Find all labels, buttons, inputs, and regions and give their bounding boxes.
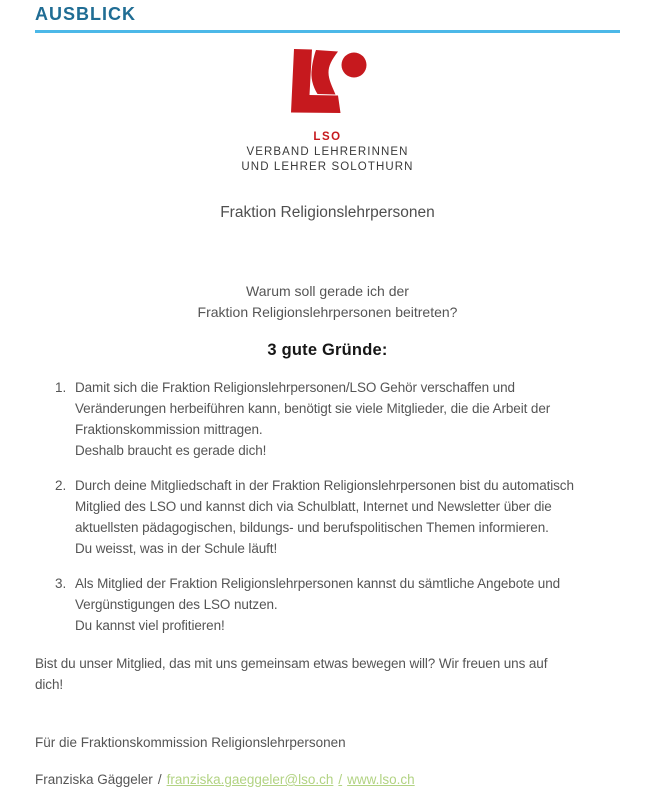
document-title: Fraktion Religionslehrpersonen	[220, 204, 435, 221]
reason-item-2	[35, 475, 620, 559]
reason-number: 3.	[55, 576, 67, 591]
reason-number: 2.	[55, 478, 67, 493]
signature-line	[35, 772, 620, 787]
logo-org-line1: VERBAND LEHRERINNEN	[246, 146, 409, 158]
email-link[interactable]: franziska.gaeggeler@lso.ch	[166, 772, 334, 787]
section-header	[35, 4, 620, 33]
reason-item-3	[35, 573, 620, 636]
link-separator[interactable]: /	[338, 772, 343, 787]
reasons-heading: 3 gute Gründe:	[267, 341, 388, 359]
question-block	[35, 281, 620, 323]
logo-org-line2: UND LEHRER SOLOTHURN	[241, 161, 414, 173]
signoff-line: Für die Fraktionskommission Religionslehrpersonen	[35, 735, 346, 750]
logo-abbr: LSO	[313, 131, 342, 143]
question-line1: Warum soll gerade ich der	[246, 283, 409, 299]
header-divider	[35, 30, 620, 33]
lso-logo-icon	[286, 49, 370, 113]
reasons-list	[35, 377, 620, 636]
reason-item-1	[35, 377, 620, 461]
section-title: AUSBLICK	[35, 4, 136, 24]
question-line2: Fraktion Religionslehrpersonen beitreten?	[197, 304, 458, 320]
reason-text: Durch deine Mitgliedschaft in der Fraktion Religionslehrpersonen bist du automatisch Mitglied des LSO und kannst dich via Schulblatt, Internet und Newsletter über die aktuellsten pädagogischen, bildungs- und berufspolitischen Themen informieren. Du weisst, was in der Schule läuft!	[75, 478, 574, 556]
signature-separator: /	[157, 772, 162, 787]
reason-text: Als Mitglied der Fraktion Religionslehrpersonen kannst du sämtliche Angebote und Vergünstigungen des LSO nutzen. Du kannst viel profitieren!	[75, 576, 561, 633]
lso-logo-block	[35, 49, 620, 175]
signature-name: Franziska Gäggeler	[35, 772, 153, 787]
closing-paragraph: Bist du unser Mitglied, das mit uns gemeinsam etwas bewegen will? Wir freuen uns auf dich!	[35, 656, 548, 692]
reason-number: 1.	[55, 380, 67, 395]
reason-text: Damit sich die Fraktion Religionslehrpersonen/LSO Gehör verschaffen und Veränderungen herbeiführen kann, benötigt sie viele Mitglieder, die die Arbeit der Fraktionskommission mittragen. Deshalb braucht es gerade dich!	[75, 380, 551, 458]
website-link[interactable]: www.lso.ch	[347, 772, 415, 787]
